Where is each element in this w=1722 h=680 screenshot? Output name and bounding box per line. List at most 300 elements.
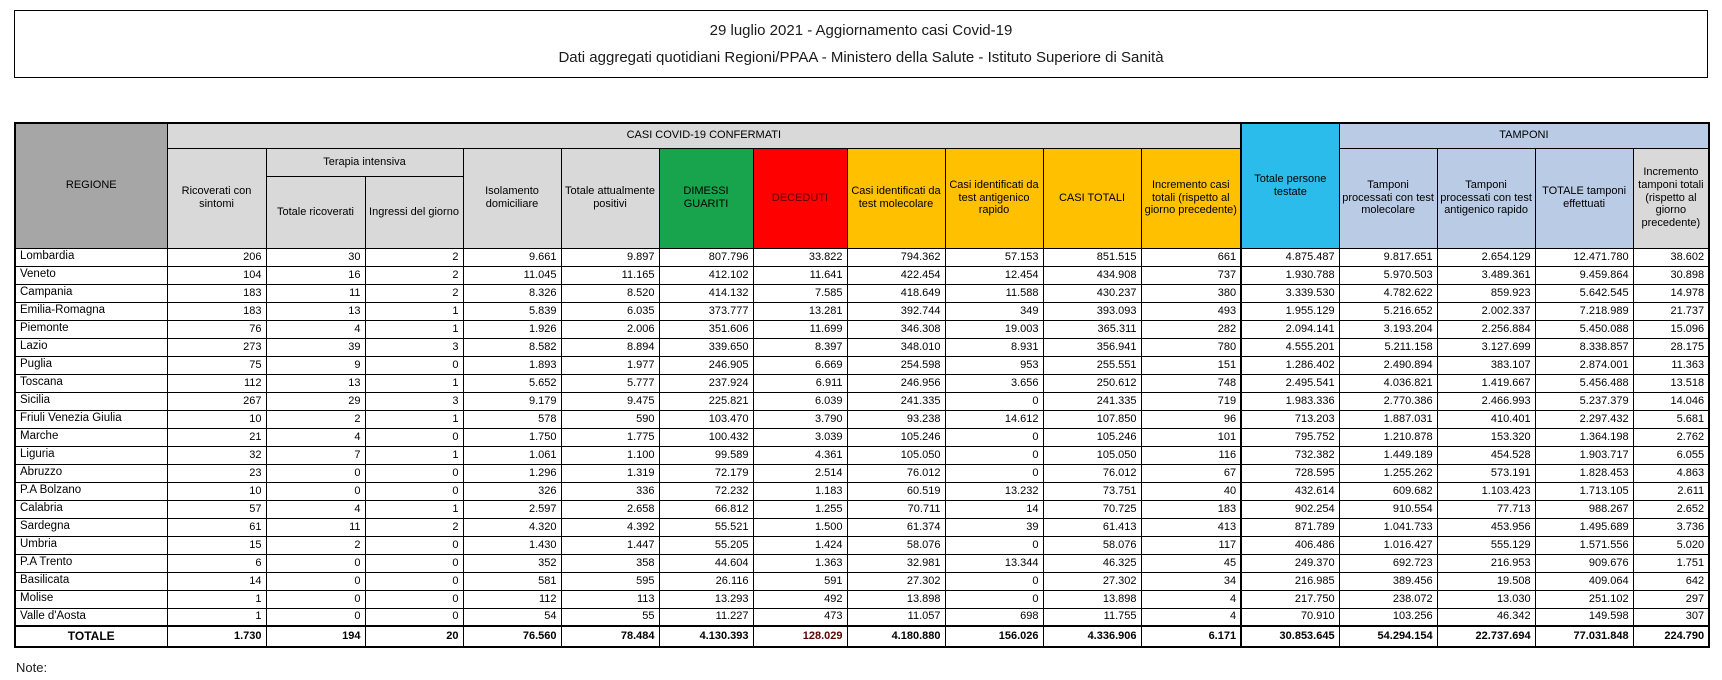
region-name: Puglia <box>15 356 167 374</box>
table-cell: 910.554 <box>1339 500 1437 518</box>
table-cell: 1.775 <box>561 428 659 446</box>
table-cell: 0 <box>365 482 463 500</box>
table-cell: 61.413 <box>1043 518 1141 536</box>
header-ricoverati-sintomi: Ricoverati con sintomi <box>167 148 266 248</box>
table-cell: 336 <box>561 482 659 500</box>
region-name: Calabria <box>15 500 167 518</box>
totale-cell: 156.026 <box>945 626 1043 647</box>
table-row <box>15 302 1709 320</box>
table-cell: 1.449.189 <box>1339 446 1437 464</box>
table-cell: 58.076 <box>1043 536 1141 554</box>
table-cell: 70.711 <box>847 500 945 518</box>
table-cell: 9.661 <box>463 248 561 266</box>
table-cell: 57 <box>167 500 266 518</box>
table-cell: 4 <box>266 428 365 446</box>
table-cell: 1.893 <box>463 356 561 374</box>
table-cell: 352 <box>463 554 561 572</box>
table-cell: 346.308 <box>847 320 945 338</box>
table-cell: 902.254 <box>1241 500 1339 518</box>
region-name: Sicilia <box>15 392 167 410</box>
table-cell: 418.649 <box>847 284 945 302</box>
region-name: Lombardia <box>15 248 167 266</box>
table-cell: 183 <box>167 284 266 302</box>
table-cell: 33.822 <box>753 248 847 266</box>
table-row <box>15 428 1709 446</box>
table-cell: 30 <box>266 248 365 266</box>
table-cell: 698 <box>945 608 1043 626</box>
table-cell: 103.256 <box>1339 608 1437 626</box>
table-cell: 183 <box>1141 500 1241 518</box>
table-cell: 3 <box>365 338 463 356</box>
table-cell: 13 <box>266 374 365 392</box>
table-cell: 39 <box>266 338 365 356</box>
table-cell: 23 <box>167 464 266 482</box>
table-cell: 1.926 <box>463 320 561 338</box>
report-title-line2: Dati aggregati quotidiani Regioni/PPAA - Ministero della Salute - Istituto Superiore di Sanità <box>558 49 1164 67</box>
table-cell: 1.751 <box>1633 554 1709 572</box>
table-cell: 581 <box>463 572 561 590</box>
table-cell: 103.470 <box>659 410 753 428</box>
table-cell: 246.905 <box>659 356 753 374</box>
table-row <box>15 482 1709 500</box>
table-cell: 414.132 <box>659 284 753 302</box>
table-cell: 225.821 <box>659 392 753 410</box>
table-cell: 5.450.088 <box>1535 320 1633 338</box>
region-name: Abruzzo <box>15 464 167 482</box>
table-cell: 66.812 <box>659 500 753 518</box>
table-cell: 153.320 <box>1437 428 1535 446</box>
table-cell: 1.571.556 <box>1535 536 1633 554</box>
table-cell: 10 <box>167 410 266 428</box>
table-row <box>15 374 1709 392</box>
table-cell: 1 <box>365 446 463 464</box>
table-cell: 661 <box>1141 248 1241 266</box>
table-cell: 373.777 <box>659 302 753 320</box>
table-cell: 73.751 <box>1043 482 1141 500</box>
table-cell: 1 <box>167 590 266 608</box>
table-cell: 19.003 <box>945 320 1043 338</box>
table-cell: 5.652 <box>463 374 561 392</box>
table-cell: 0 <box>365 572 463 590</box>
totale-cell: 4.336.906 <box>1043 626 1141 647</box>
table-cell: 473 <box>753 608 847 626</box>
table-cell: 3.127.699 <box>1437 338 1535 356</box>
table-cell: 76 <box>167 320 266 338</box>
table-cell: 46.325 <box>1043 554 1141 572</box>
table-cell: 21 <box>167 428 266 446</box>
table-cell: 307 <box>1633 608 1709 626</box>
table-cell: 254.598 <box>847 356 945 374</box>
totale-cell: 20 <box>365 626 463 647</box>
table-cell: 13.518 <box>1633 374 1709 392</box>
table-cell: 93.238 <box>847 410 945 428</box>
table-cell: 713.203 <box>1241 410 1339 428</box>
region-name: Toscana <box>15 374 167 392</box>
table-cell: 255.551 <box>1043 356 1141 374</box>
table-cell: 26.116 <box>659 572 753 590</box>
table-cell: 105.246 <box>847 428 945 446</box>
table-cell: 113 <box>561 590 659 608</box>
table-cell: 2.495.541 <box>1241 374 1339 392</box>
table-cell: 3.489.361 <box>1437 266 1535 284</box>
region-name: Umbria <box>15 536 167 554</box>
table-cell: 6.035 <box>561 302 659 320</box>
table-cell: 297 <box>1633 590 1709 608</box>
table-cell: 2.762 <box>1633 428 1709 446</box>
table-cell: 393.093 <box>1043 302 1141 320</box>
header-totale-tamponi: TOTALE tamponi effettuati <box>1535 148 1633 248</box>
table-cell: 0 <box>365 428 463 446</box>
table-cell: 732.382 <box>1241 446 1339 464</box>
table-cell: 4.782.622 <box>1339 284 1437 302</box>
table-cell: 4 <box>266 320 365 338</box>
table-row <box>15 608 1709 626</box>
table-cell: 578 <box>463 410 561 428</box>
table-cell: 794.362 <box>847 248 945 266</box>
table-cell: 3.656 <box>945 374 1043 392</box>
table-cell: 4.320 <box>463 518 561 536</box>
table-cell: 573.191 <box>1437 464 1535 482</box>
table-cell: 358 <box>561 554 659 572</box>
table-cell: 609.682 <box>1339 482 1437 500</box>
table-cell: 61 <box>167 518 266 536</box>
totale-cell: 4.180.880 <box>847 626 945 647</box>
table-cell: 61.374 <box>847 518 945 536</box>
table-cell: 1.255 <box>753 500 847 518</box>
table-cell: 1 <box>365 374 463 392</box>
table-cell: 434.908 <box>1043 266 1141 284</box>
table-cell: 11.699 <box>753 320 847 338</box>
table-cell: 13.898 <box>1043 590 1141 608</box>
table-cell: 5.211.158 <box>1339 338 1437 356</box>
table-cell: 238.072 <box>1339 590 1437 608</box>
header-isolamento-domiciliare: Isolamento domiciliare <box>463 148 561 248</box>
table-cell: 1.903.717 <box>1535 446 1633 464</box>
table-cell: 4.863 <box>1633 464 1709 482</box>
table-cell: 1 <box>365 302 463 320</box>
table-cell: 2 <box>365 248 463 266</box>
table-cell: 453.956 <box>1437 518 1535 536</box>
table-cell: 7 <box>266 446 365 464</box>
region-name: Basilicata <box>15 572 167 590</box>
note-label: Note: <box>16 660 48 675</box>
table-cell: 595 <box>561 572 659 590</box>
table-cell: 6.055 <box>1633 446 1709 464</box>
report-title-box <box>14 10 1708 78</box>
table-cell: 0 <box>365 590 463 608</box>
table-cell: 0 <box>266 482 365 500</box>
table-cell: 183 <box>167 302 266 320</box>
table-row <box>15 554 1709 572</box>
table-cell: 953 <box>945 356 1043 374</box>
table-cell: 339.650 <box>659 338 753 356</box>
table-cell: 77.713 <box>1437 500 1535 518</box>
header-totale-ricoverati: Totale ricoverati <box>266 176 365 248</box>
table-cell: 1.424 <box>753 536 847 554</box>
table-cell: 2.490.894 <box>1339 356 1437 374</box>
table-cell: 249.370 <box>1241 554 1339 572</box>
table-cell: 1.296 <box>463 464 561 482</box>
region-name: Emilia-Romagna <box>15 302 167 320</box>
table-cell: 326 <box>463 482 561 500</box>
header-terapia-intensiva: Terapia intensiva <box>266 148 463 176</box>
table-cell: 32.981 <box>847 554 945 572</box>
region-name: Marche <box>15 428 167 446</box>
table-row <box>15 356 1709 374</box>
table-row <box>15 248 1709 266</box>
header-deceduti: DECEDUTI <box>753 148 847 248</box>
table-cell: 1 <box>365 500 463 518</box>
header-casi-test-molecolare: Casi identificati da test molecolare <box>847 148 945 248</box>
table-cell: 57.153 <box>945 248 1043 266</box>
table-cell: 250.612 <box>1043 374 1141 392</box>
table-cell: 3.790 <box>753 410 847 428</box>
table-cell: 112 <box>463 590 561 608</box>
table-cell: 246.956 <box>847 374 945 392</box>
header-tamponi-molecolare: Tamponi processati con test molecolare <box>1339 148 1437 248</box>
table-row <box>15 572 1709 590</box>
table-body <box>15 248 1709 647</box>
table-cell: 9.897 <box>561 248 659 266</box>
table-cell: 28.175 <box>1633 338 1709 356</box>
table-cell: 1.750 <box>463 428 561 446</box>
table-cell: 3.039 <box>753 428 847 446</box>
table-cell: 5.237.379 <box>1535 392 1633 410</box>
table-cell: 1.419.667 <box>1437 374 1535 392</box>
table-cell: 251.102 <box>1535 590 1633 608</box>
table-cell: 70.910 <box>1241 608 1339 626</box>
header-dimessi-guariti: DIMESSI GUARITI <box>659 148 753 248</box>
table-cell: 105.050 <box>847 446 945 464</box>
table-cell: 2.654.129 <box>1437 248 1535 266</box>
totale-cell: 128.029 <box>753 626 847 647</box>
table-cell: 2.297.432 <box>1535 410 1633 428</box>
table-cell: 4.392 <box>561 518 659 536</box>
table-cell: 5.839 <box>463 302 561 320</box>
table-cell: 807.796 <box>659 248 753 266</box>
table-cell: 1.319 <box>561 464 659 482</box>
band-casi-confermati: CASI COVID-19 CONFERMATI <box>167 123 1241 148</box>
table-row <box>15 590 1709 608</box>
table-cell: 4 <box>266 500 365 518</box>
table-cell: 2.652 <box>1633 500 1709 518</box>
table-cell: 909.676 <box>1535 554 1633 572</box>
table-cell: 9.179 <box>463 392 561 410</box>
table-row <box>15 500 1709 518</box>
table-cell: 11.165 <box>561 266 659 284</box>
table-cell: 380 <box>1141 284 1241 302</box>
table-cell: 1 <box>167 608 266 626</box>
region-name: Veneto <box>15 266 167 284</box>
table-cell: 1.255.262 <box>1339 464 1437 482</box>
table-cell: 365.311 <box>1043 320 1141 338</box>
totale-row <box>15 626 1709 647</box>
table-cell: 642 <box>1633 572 1709 590</box>
table-cell: 2.514 <box>753 464 847 482</box>
table-cell: 13.293 <box>659 590 753 608</box>
table-cell: 27.302 <box>1043 572 1141 590</box>
table-cell: 6.039 <box>753 392 847 410</box>
report-title-line1: 29 luglio 2021 - Aggiornamento casi Covid-19 <box>709 21 1013 39</box>
table-cell: 2 <box>266 536 365 554</box>
table-cell: 105.246 <box>1043 428 1141 446</box>
table-cell: 0 <box>945 590 1043 608</box>
table-cell: 104 <box>167 266 266 284</box>
table-cell: 29 <box>266 392 365 410</box>
table-cell: 14.978 <box>1633 284 1709 302</box>
table-cell: 1.713.105 <box>1535 482 1633 500</box>
table-cell: 8.894 <box>561 338 659 356</box>
table-cell: 9.475 <box>561 392 659 410</box>
totale-cell: 22.737.694 <box>1437 626 1535 647</box>
band-tamponi: TAMPONI <box>1339 123 1709 148</box>
header-ingressi-giorno: Ingressi del giorno <box>365 176 463 248</box>
table-cell: 0 <box>945 572 1043 590</box>
totale-cell: 30.853.645 <box>1241 626 1339 647</box>
table-cell: 11.755 <box>1043 608 1141 626</box>
table-cell: 14 <box>167 572 266 590</box>
table-cell: 1.495.689 <box>1535 518 1633 536</box>
table-cell: 4 <box>1141 608 1241 626</box>
table-cell: 1.363 <box>753 554 847 572</box>
table-cell: 45 <box>1141 554 1241 572</box>
table-cell: 9.459.864 <box>1535 266 1633 284</box>
table-cell: 0 <box>266 464 365 482</box>
covid-data-table <box>14 122 1710 648</box>
table-row <box>15 446 1709 464</box>
table-cell: 70.725 <box>1043 500 1141 518</box>
table-cell: 8.397 <box>753 338 847 356</box>
totale-label: TOTALE <box>15 626 167 647</box>
table-cell: 76.012 <box>1043 464 1141 482</box>
header-casi-totali: CASI TOTALI <box>1043 148 1141 248</box>
totale-cell: 78.484 <box>561 626 659 647</box>
table-cell: 4.555.201 <box>1241 338 1339 356</box>
table-cell: 859.923 <box>1437 284 1535 302</box>
table-cell: 0 <box>945 392 1043 410</box>
table-cell: 3 <box>365 392 463 410</box>
table-cell: 54 <box>463 608 561 626</box>
table-cell: 216.985 <box>1241 572 1339 590</box>
table-cell: 780 <box>1141 338 1241 356</box>
table-cell: 0 <box>365 536 463 554</box>
table-cell: 6.669 <box>753 356 847 374</box>
table-cell: 38.602 <box>1633 248 1709 266</box>
table-cell: 737 <box>1141 266 1241 284</box>
table-cell: 2 <box>266 410 365 428</box>
table-cell: 1.061 <box>463 446 561 464</box>
table-cell: 100.432 <box>659 428 753 446</box>
table-cell: 0 <box>365 356 463 374</box>
table-row <box>15 320 1709 338</box>
table-cell: 14.612 <box>945 410 1043 428</box>
table-cell: 72.179 <box>659 464 753 482</box>
table-cell: 8.326 <box>463 284 561 302</box>
table-cell: 0 <box>266 554 365 572</box>
table-cell: 430.237 <box>1043 284 1141 302</box>
table-cell: 988.267 <box>1535 500 1633 518</box>
table-cell: 11.045 <box>463 266 561 284</box>
table-cell: 105.050 <box>1043 446 1141 464</box>
header-incremento-casi: Incremento casi totali (rispetto al giorno precedente) <box>1141 148 1241 248</box>
table-cell: 692.723 <box>1339 554 1437 572</box>
table-cell: 39 <box>945 518 1043 536</box>
table-cell: 422.454 <box>847 266 945 284</box>
table-cell: 0 <box>945 536 1043 554</box>
table-cell: 12.454 <box>945 266 1043 284</box>
table-cell: 2.002.337 <box>1437 302 1535 320</box>
table-cell: 96 <box>1141 410 1241 428</box>
table-cell: 107.850 <box>1043 410 1141 428</box>
table-cell: 273 <box>167 338 266 356</box>
table-cell: 237.924 <box>659 374 753 392</box>
table-cell: 11.227 <box>659 608 753 626</box>
table-cell: 1.977 <box>561 356 659 374</box>
region-name: Valle d'Aosta <box>15 608 167 626</box>
header-tamponi-antigenico: Tamponi processati con test antigenico rapido <box>1437 148 1535 248</box>
table-cell: 5.681 <box>1633 410 1709 428</box>
table-cell: 1.430 <box>463 536 561 554</box>
table-cell: 1.828.453 <box>1535 464 1633 482</box>
table-cell: 0 <box>945 446 1043 464</box>
table-row <box>15 284 1709 302</box>
table-cell: 1.887.031 <box>1339 410 1437 428</box>
table-cell: 75 <box>167 356 266 374</box>
totale-cell: 6.171 <box>1141 626 1241 647</box>
table-cell: 13.030 <box>1437 590 1535 608</box>
table-cell: 60.519 <box>847 482 945 500</box>
header-casi-test-antigenico: Casi identificati da test antigenico rapido <box>945 148 1043 248</box>
table-cell: 351.606 <box>659 320 753 338</box>
table-cell: 0 <box>945 428 1043 446</box>
table-cell: 2.006 <box>561 320 659 338</box>
table-cell: 3.193.204 <box>1339 320 1437 338</box>
table-cell: 13.898 <box>847 590 945 608</box>
region-name: P.A Bolzano <box>15 482 167 500</box>
table-cell: 30.898 <box>1633 266 1709 284</box>
table-cell: 0 <box>266 608 365 626</box>
table-cell: 0 <box>266 590 365 608</box>
region-name: Liguria <box>15 446 167 464</box>
table-cell: 4 <box>1141 590 1241 608</box>
header-incremento-tamponi: Incremento tamponi totali (rispetto al giorno precedente) <box>1633 148 1709 248</box>
table-cell: 4.361 <box>753 446 847 464</box>
table-cell: 16 <box>266 266 365 284</box>
table-cell: 10 <box>167 482 266 500</box>
table-cell: 1.103.423 <box>1437 482 1535 500</box>
table-cell: 7.585 <box>753 284 847 302</box>
table-cell: 5.970.503 <box>1339 266 1437 284</box>
table-cell: 55 <box>561 608 659 626</box>
table-row <box>15 410 1709 428</box>
table-cell: 72.232 <box>659 482 753 500</box>
table-cell: 5.456.488 <box>1535 374 1633 392</box>
table-cell: 101 <box>1141 428 1241 446</box>
table-cell: 356.941 <box>1043 338 1141 356</box>
table-cell: 76.012 <box>847 464 945 482</box>
table-cell: 748 <box>1141 374 1241 392</box>
table-cell: 15.096 <box>1633 320 1709 338</box>
table-cell: 21.737 <box>1633 302 1709 320</box>
table-cell: 1.183 <box>753 482 847 500</box>
totale-cell: 224.790 <box>1633 626 1709 647</box>
table-cell: 8.582 <box>463 338 561 356</box>
table-cell: 13.344 <box>945 554 1043 572</box>
table-row <box>15 518 1709 536</box>
table-cell: 348.010 <box>847 338 945 356</box>
table-cell: 1.100 <box>561 446 659 464</box>
table-cell: 0 <box>945 464 1043 482</box>
